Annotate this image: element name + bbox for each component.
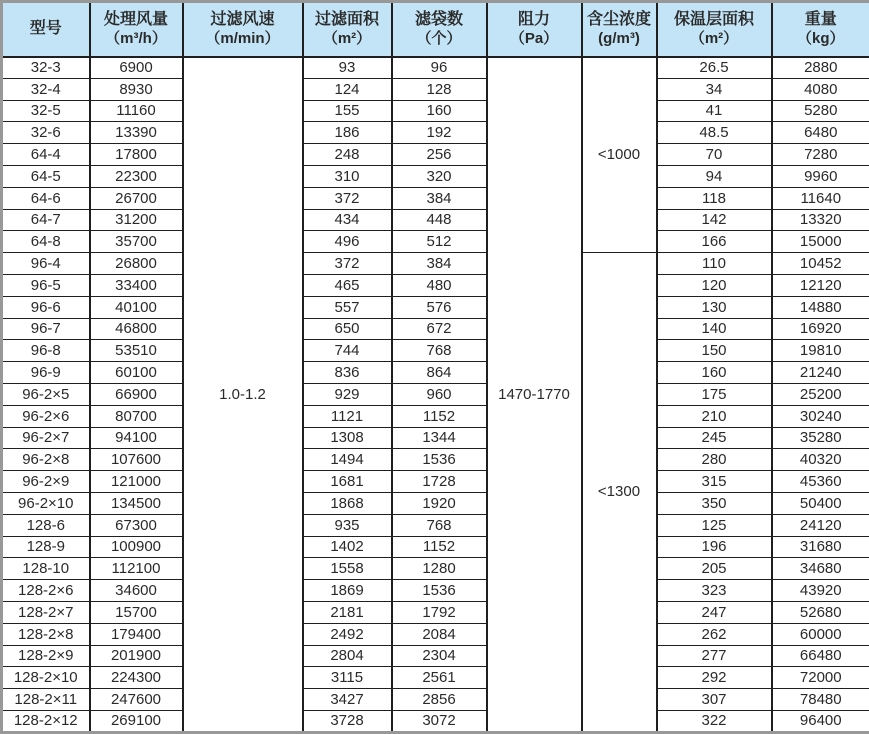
cell-dust-concentration: <1300 bbox=[582, 253, 657, 733]
cell-weight: 21240 bbox=[772, 362, 869, 384]
table-row bbox=[2, 536, 869, 558]
cell-weight: 40320 bbox=[772, 449, 869, 471]
cell-filter-area: 1869 bbox=[303, 580, 392, 602]
table-row bbox=[2, 689, 869, 711]
cell-airflow: 107600 bbox=[90, 449, 183, 471]
cell-filter-area: 1558 bbox=[303, 558, 392, 580]
table-row bbox=[2, 645, 869, 667]
cell-bag-count: 768 bbox=[392, 340, 487, 362]
cell-bag-count: 2856 bbox=[392, 689, 487, 711]
cell-insulation-area: 48.5 bbox=[657, 122, 772, 144]
table-row bbox=[2, 405, 869, 427]
cell-weight: 12120 bbox=[772, 274, 869, 296]
table-row bbox=[2, 122, 869, 144]
cell-weight: 50400 bbox=[772, 492, 869, 514]
cell-weight: 10452 bbox=[772, 253, 869, 275]
table-row bbox=[2, 340, 869, 362]
cell-airflow: 35700 bbox=[90, 231, 183, 253]
table-row bbox=[2, 710, 869, 732]
cell-model: 96-5 bbox=[2, 274, 90, 296]
cell-bag-count: 1728 bbox=[392, 471, 487, 493]
cell-bag-count: 1920 bbox=[392, 492, 487, 514]
column-header-resistance bbox=[487, 2, 582, 57]
cell-insulation-area: 70 bbox=[657, 144, 772, 166]
cell-weight: 5280 bbox=[772, 100, 869, 122]
cell-bag-count: 2304 bbox=[392, 645, 487, 667]
cell-bag-count: 576 bbox=[392, 296, 487, 318]
table-row bbox=[2, 558, 869, 580]
table-row bbox=[2, 296, 869, 318]
cell-bag-count: 2561 bbox=[392, 667, 487, 689]
cell-weight: 96400 bbox=[772, 710, 869, 732]
cell-insulation-area: 307 bbox=[657, 689, 772, 711]
cell-model: 128-2×8 bbox=[2, 623, 90, 645]
cell-model: 128-2×11 bbox=[2, 689, 90, 711]
header-row bbox=[2, 2, 869, 57]
cell-model: 32-3 bbox=[2, 57, 90, 79]
cell-filter-area: 744 bbox=[303, 340, 392, 362]
cell-insulation-area: 150 bbox=[657, 340, 772, 362]
cell-airflow: 11160 bbox=[90, 100, 183, 122]
cell-weight: 72000 bbox=[772, 667, 869, 689]
table-row bbox=[2, 623, 869, 645]
cell-airflow: 134500 bbox=[90, 492, 183, 514]
cell-airflow: 60100 bbox=[90, 362, 183, 384]
cell-filter-area: 372 bbox=[303, 187, 392, 209]
table-row bbox=[2, 187, 869, 209]
cell-bag-count: 2084 bbox=[392, 623, 487, 645]
cell-airflow: 53510 bbox=[90, 340, 183, 362]
column-header-filter-speed bbox=[183, 2, 303, 57]
cell-bag-count: 768 bbox=[392, 514, 487, 536]
cell-model: 128-2×7 bbox=[2, 601, 90, 623]
cell-filter-area: 929 bbox=[303, 383, 392, 405]
spec-table-body bbox=[2, 57, 869, 733]
cell-bag-count: 1536 bbox=[392, 580, 487, 602]
cell-insulation-area: 160 bbox=[657, 362, 772, 384]
column-header-unit: （Pa） bbox=[488, 30, 581, 48]
cell-weight: 31680 bbox=[772, 536, 869, 558]
table-row bbox=[2, 427, 869, 449]
table-row bbox=[2, 100, 869, 122]
cell-insulation-area: 262 bbox=[657, 623, 772, 645]
cell-airflow: 247600 bbox=[90, 689, 183, 711]
table-row bbox=[2, 601, 869, 623]
cell-airflow: 8930 bbox=[90, 78, 183, 100]
cell-weight: 66480 bbox=[772, 645, 869, 667]
cell-weight: 6480 bbox=[772, 122, 869, 144]
table-row bbox=[2, 318, 869, 340]
cell-airflow: 33400 bbox=[90, 274, 183, 296]
cell-model: 128-6 bbox=[2, 514, 90, 536]
cell-filter-area: 836 bbox=[303, 362, 392, 384]
cell-airflow: 224300 bbox=[90, 667, 183, 689]
cell-model: 64-4 bbox=[2, 144, 90, 166]
cell-model: 96-2×9 bbox=[2, 471, 90, 493]
cell-model: 128-10 bbox=[2, 558, 90, 580]
cell-airflow: 46800 bbox=[90, 318, 183, 340]
cell-filter-area: 310 bbox=[303, 165, 392, 187]
cell-filter-area: 3728 bbox=[303, 710, 392, 732]
cell-weight: 43920 bbox=[772, 580, 869, 602]
column-header-title: 滤袋数 bbox=[393, 11, 486, 30]
cell-model: 32-4 bbox=[2, 78, 90, 100]
cell-resistance: 1470-1770 bbox=[487, 57, 582, 733]
cell-insulation-area: 166 bbox=[657, 231, 772, 253]
cell-airflow: 40100 bbox=[90, 296, 183, 318]
spec-table-header bbox=[2, 2, 869, 57]
column-header-weight bbox=[772, 2, 869, 57]
cell-airflow: 26700 bbox=[90, 187, 183, 209]
cell-weight: 2880 bbox=[772, 57, 869, 79]
cell-bag-count: 448 bbox=[392, 209, 487, 231]
cell-model: 96-6 bbox=[2, 296, 90, 318]
cell-insulation-area: 175 bbox=[657, 383, 772, 405]
cell-insulation-area: 315 bbox=[657, 471, 772, 493]
cell-bag-count: 1792 bbox=[392, 601, 487, 623]
cell-insulation-area: 247 bbox=[657, 601, 772, 623]
cell-airflow: 22300 bbox=[90, 165, 183, 187]
cell-insulation-area: 34 bbox=[657, 78, 772, 100]
table-row bbox=[2, 580, 869, 602]
cell-weight: 4080 bbox=[772, 78, 869, 100]
cell-bag-count: 864 bbox=[392, 362, 487, 384]
cell-bag-count: 672 bbox=[392, 318, 487, 340]
table-row bbox=[2, 383, 869, 405]
cell-insulation-area: 322 bbox=[657, 710, 772, 732]
cell-weight: 52680 bbox=[772, 601, 869, 623]
column-header-unit: (g/m³) bbox=[583, 30, 656, 48]
table-row bbox=[2, 274, 869, 296]
cell-filter-area: 93 bbox=[303, 57, 392, 79]
table-row bbox=[2, 231, 869, 253]
cell-bag-count: 256 bbox=[392, 144, 487, 166]
column-header-title: 保温层面积 bbox=[658, 11, 771, 30]
column-header-filter-area bbox=[303, 2, 392, 57]
cell-bag-count: 96 bbox=[392, 57, 487, 79]
cell-filter-area: 496 bbox=[303, 231, 392, 253]
cell-airflow: 179400 bbox=[90, 623, 183, 645]
table-row bbox=[2, 362, 869, 384]
cell-dust-concentration: <1000 bbox=[582, 57, 657, 253]
cell-airflow: 66900 bbox=[90, 383, 183, 405]
cell-airflow: 26800 bbox=[90, 253, 183, 275]
cell-model: 128-2×6 bbox=[2, 580, 90, 602]
cell-insulation-area: 118 bbox=[657, 187, 772, 209]
cell-model: 64-7 bbox=[2, 209, 90, 231]
cell-filter-area: 2181 bbox=[303, 601, 392, 623]
column-header-title: 过滤风速 bbox=[184, 11, 302, 30]
cell-weight: 9960 bbox=[772, 165, 869, 187]
cell-insulation-area: 26.5 bbox=[657, 57, 772, 79]
column-header-model bbox=[2, 2, 90, 57]
cell-insulation-area: 196 bbox=[657, 536, 772, 558]
column-header-title: 重量 bbox=[773, 11, 869, 30]
cell-model: 128-2×9 bbox=[2, 645, 90, 667]
cell-filter-area: 2492 bbox=[303, 623, 392, 645]
cell-insulation-area: 94 bbox=[657, 165, 772, 187]
cell-model: 96-8 bbox=[2, 340, 90, 362]
cell-filter-area: 1402 bbox=[303, 536, 392, 558]
cell-insulation-area: 205 bbox=[657, 558, 772, 580]
cell-model: 96-2×5 bbox=[2, 383, 90, 405]
cell-bag-count: 384 bbox=[392, 187, 487, 209]
cell-insulation-area: 41 bbox=[657, 100, 772, 122]
cell-model: 64-5 bbox=[2, 165, 90, 187]
cell-insulation-area: 140 bbox=[657, 318, 772, 340]
cell-weight: 13320 bbox=[772, 209, 869, 231]
cell-insulation-area: 130 bbox=[657, 296, 772, 318]
cell-bag-count: 384 bbox=[392, 253, 487, 275]
cell-model: 96-2×8 bbox=[2, 449, 90, 471]
cell-airflow: 121000 bbox=[90, 471, 183, 493]
cell-weight: 25200 bbox=[772, 383, 869, 405]
cell-filter-speed: 1.0-1.2 bbox=[183, 57, 303, 733]
cell-model: 96-2×6 bbox=[2, 405, 90, 427]
cell-insulation-area: 323 bbox=[657, 580, 772, 602]
column-header-title: 过滤面积 bbox=[304, 11, 391, 30]
cell-bag-count: 960 bbox=[392, 383, 487, 405]
table-row bbox=[2, 449, 869, 471]
cell-weight: 11640 bbox=[772, 187, 869, 209]
cell-filter-area: 935 bbox=[303, 514, 392, 536]
table-row bbox=[2, 209, 869, 231]
column-header-dust-concentration bbox=[582, 2, 657, 57]
cell-weight: 45360 bbox=[772, 471, 869, 493]
cell-filter-area: 465 bbox=[303, 274, 392, 296]
column-header-title: 处理风量 bbox=[91, 11, 182, 30]
table-row bbox=[2, 78, 869, 100]
cell-bag-count: 480 bbox=[392, 274, 487, 296]
column-header-unit: （m/min） bbox=[184, 30, 302, 48]
cell-filter-area: 3427 bbox=[303, 689, 392, 711]
cell-insulation-area: 292 bbox=[657, 667, 772, 689]
cell-filter-area: 124 bbox=[303, 78, 392, 100]
cell-bag-count: 1344 bbox=[392, 427, 487, 449]
cell-filter-area: 1121 bbox=[303, 405, 392, 427]
cell-weight: 35280 bbox=[772, 427, 869, 449]
column-header-airflow bbox=[90, 2, 183, 57]
cell-insulation-area: 120 bbox=[657, 274, 772, 296]
column-header-unit: （m³/h） bbox=[91, 30, 182, 48]
cell-weight: 15000 bbox=[772, 231, 869, 253]
cell-weight: 34680 bbox=[772, 558, 869, 580]
cell-airflow: 94100 bbox=[90, 427, 183, 449]
column-header-unit: （kg） bbox=[773, 30, 869, 48]
cell-airflow: 269100 bbox=[90, 710, 183, 732]
cell-weight: 30240 bbox=[772, 405, 869, 427]
cell-filter-area: 1494 bbox=[303, 449, 392, 471]
cell-bag-count: 1280 bbox=[392, 558, 487, 580]
cell-model: 128-2×10 bbox=[2, 667, 90, 689]
cell-model: 96-2×7 bbox=[2, 427, 90, 449]
cell-bag-count: 160 bbox=[392, 100, 487, 122]
column-header-unit: （个） bbox=[393, 30, 486, 48]
cell-model: 96-4 bbox=[2, 253, 90, 275]
cell-insulation-area: 277 bbox=[657, 645, 772, 667]
cell-airflow: 34600 bbox=[90, 580, 183, 602]
cell-bag-count: 512 bbox=[392, 231, 487, 253]
cell-weight: 16920 bbox=[772, 318, 869, 340]
cell-filter-area: 650 bbox=[303, 318, 392, 340]
table-row bbox=[2, 253, 869, 275]
column-header-insulation-area bbox=[657, 2, 772, 57]
column-header-title: 型号 bbox=[3, 20, 89, 39]
cell-model: 64-8 bbox=[2, 231, 90, 253]
cell-weight: 19810 bbox=[772, 340, 869, 362]
cell-model: 128-2×12 bbox=[2, 710, 90, 732]
table-row bbox=[2, 514, 869, 536]
table-row bbox=[2, 492, 869, 514]
cell-insulation-area: 125 bbox=[657, 514, 772, 536]
column-header-bag-count bbox=[392, 2, 487, 57]
cell-airflow: 201900 bbox=[90, 645, 183, 667]
cell-bag-count: 1152 bbox=[392, 405, 487, 427]
cell-filter-area: 186 bbox=[303, 122, 392, 144]
cell-insulation-area: 245 bbox=[657, 427, 772, 449]
cell-bag-count: 128 bbox=[392, 78, 487, 100]
cell-weight: 14880 bbox=[772, 296, 869, 318]
table-row bbox=[2, 471, 869, 493]
cell-airflow: 67300 bbox=[90, 514, 183, 536]
column-header-unit: （m²） bbox=[658, 30, 771, 48]
column-header-title: 含尘浓度 bbox=[583, 11, 656, 30]
cell-model: 64-6 bbox=[2, 187, 90, 209]
cell-model: 96-2×10 bbox=[2, 492, 90, 514]
cell-filter-area: 1308 bbox=[303, 427, 392, 449]
table-row bbox=[2, 165, 869, 187]
cell-filter-area: 557 bbox=[303, 296, 392, 318]
column-header-title: 阻力 bbox=[488, 11, 581, 30]
cell-insulation-area: 142 bbox=[657, 209, 772, 231]
cell-filter-area: 248 bbox=[303, 144, 392, 166]
cell-model: 128-9 bbox=[2, 536, 90, 558]
table-row bbox=[2, 144, 869, 166]
cell-model: 32-6 bbox=[2, 122, 90, 144]
cell-airflow: 15700 bbox=[90, 601, 183, 623]
cell-filter-area: 2804 bbox=[303, 645, 392, 667]
cell-filter-area: 434 bbox=[303, 209, 392, 231]
cell-bag-count: 192 bbox=[392, 122, 487, 144]
cell-bag-count: 1152 bbox=[392, 536, 487, 558]
cell-insulation-area: 280 bbox=[657, 449, 772, 471]
cell-filter-area: 1681 bbox=[303, 471, 392, 493]
cell-weight: 60000 bbox=[772, 623, 869, 645]
table-row bbox=[2, 57, 869, 79]
cell-airflow: 80700 bbox=[90, 405, 183, 427]
cell-bag-count: 3072 bbox=[392, 710, 487, 732]
cell-weight: 78480 bbox=[772, 689, 869, 711]
cell-insulation-area: 210 bbox=[657, 405, 772, 427]
cell-filter-area: 1868 bbox=[303, 492, 392, 514]
cell-insulation-area: 110 bbox=[657, 253, 772, 275]
cell-filter-area: 155 bbox=[303, 100, 392, 122]
cell-insulation-area: 350 bbox=[657, 492, 772, 514]
cell-model: 96-9 bbox=[2, 362, 90, 384]
cell-airflow: 100900 bbox=[90, 536, 183, 558]
cell-airflow: 13390 bbox=[90, 122, 183, 144]
cell-airflow: 31200 bbox=[90, 209, 183, 231]
cell-bag-count: 320 bbox=[392, 165, 487, 187]
cell-filter-area: 372 bbox=[303, 253, 392, 275]
cell-weight: 24120 bbox=[772, 514, 869, 536]
column-header-unit: （m²） bbox=[304, 30, 391, 48]
cell-model: 96-7 bbox=[2, 318, 90, 340]
cell-airflow: 17800 bbox=[90, 144, 183, 166]
cell-filter-area: 3115 bbox=[303, 667, 392, 689]
cell-bag-count: 1536 bbox=[392, 449, 487, 471]
cell-airflow: 6900 bbox=[90, 57, 183, 79]
cell-model: 32-5 bbox=[2, 100, 90, 122]
cell-airflow: 112100 bbox=[90, 558, 183, 580]
cell-weight: 7280 bbox=[772, 144, 869, 166]
table-row bbox=[2, 667, 869, 689]
